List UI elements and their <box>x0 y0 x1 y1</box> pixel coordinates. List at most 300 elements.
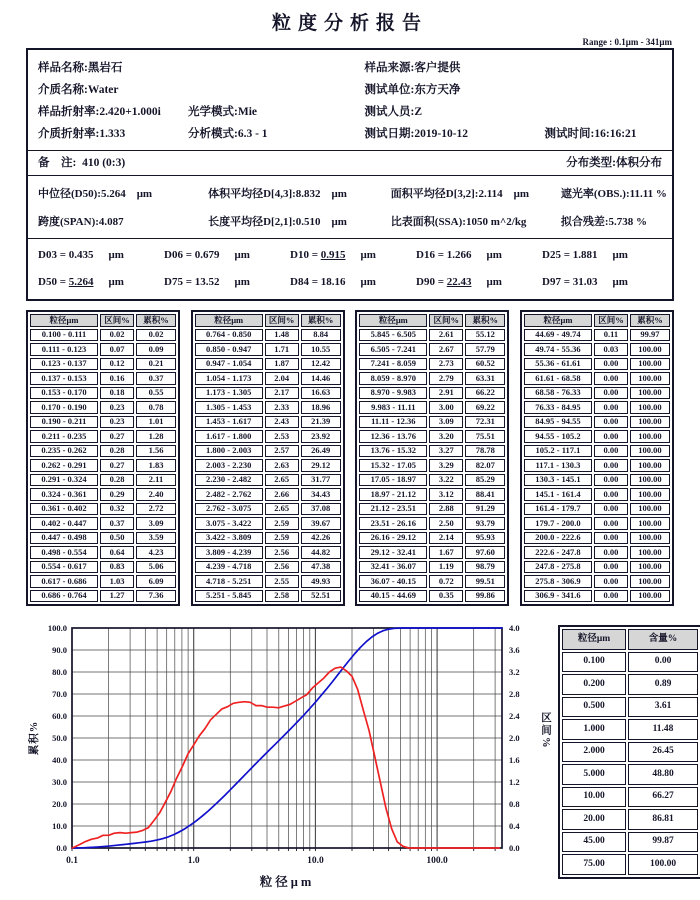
table-row <box>359 329 505 342</box>
dvalue-unit: μm <box>234 276 250 288</box>
dist-type-value: 体积分布 <box>616 157 662 169</box>
table-cell: 2.14 <box>429 532 463 545</box>
statistics-section <box>28 175 672 238</box>
medium-name-row <box>38 79 365 101</box>
stat-value: 2.114 <box>478 188 503 200</box>
table-row <box>195 474 341 487</box>
report-header-box <box>26 48 674 301</box>
stat-unit: μm <box>136 188 153 200</box>
table-cell: 57.79 <box>465 343 505 356</box>
table-cell: 0.28 <box>100 445 134 458</box>
table-cell: 0.324 - 0.361 <box>30 488 98 501</box>
table-cell: 14.46 <box>301 372 341 385</box>
table-cell: 36.07 - 40.15 <box>359 575 427 588</box>
column-header: 粒径μm <box>524 314 592 327</box>
table-cell: 0.07 <box>100 343 134 356</box>
table-cell: 100.00 <box>630 387 670 400</box>
stat-label: 拟合残差: <box>560 216 609 228</box>
table-cell: 2.482 - 2.762 <box>195 488 263 501</box>
table-row <box>359 488 505 501</box>
table-cell: 275.8 - 306.9 <box>524 575 592 588</box>
table-cell: 1.01 <box>136 416 176 429</box>
table-cell: 2.73 <box>429 358 463 371</box>
table-row <box>524 401 670 414</box>
table-row <box>524 561 670 574</box>
distribution-table <box>26 310 674 606</box>
left-axis-tick-label: 80.0 <box>52 667 67 677</box>
dvalue-unit: μm <box>360 276 376 288</box>
table-cell: 0.100 <box>562 652 626 673</box>
table-cell: 2.003 - 2.230 <box>195 459 263 472</box>
table-row <box>195 343 341 356</box>
dvalue-unit: μm <box>612 249 628 261</box>
test-org-value: 东方天净 <box>414 84 461 96</box>
medium-ri-row <box>38 123 365 145</box>
table-cell: 0.27 <box>100 459 134 472</box>
table-row <box>30 517 176 530</box>
table-cell: 0.35 <box>429 590 463 603</box>
table-row <box>195 561 341 574</box>
table-header-row <box>359 314 505 327</box>
table-header-row <box>195 314 341 327</box>
table-row <box>359 575 505 588</box>
table-cell: 32.41 - 36.07 <box>359 561 427 574</box>
table-row <box>562 742 698 763</box>
dvalue-label: D25 = <box>542 249 573 261</box>
stat-label: 中位径(D50): <box>38 188 101 200</box>
table-cell: 3.29 <box>429 459 463 472</box>
table-cell: 55.36 - 61.61 <box>524 358 592 371</box>
stat-label: 面积平均径D[3,2]: <box>390 188 479 200</box>
distribution-chart <box>26 620 538 900</box>
info-right-column <box>365 57 666 145</box>
table-cell: 1.305 - 1.453 <box>195 401 263 414</box>
dvalue-value: 18.16 <box>320 276 346 288</box>
optical-mode-field <box>188 106 257 118</box>
table-cell: 0.100 - 0.111 <box>30 329 98 342</box>
column-header: 区间% <box>265 314 299 327</box>
table-row <box>562 652 698 673</box>
stat-value: 8.832 <box>295 188 321 200</box>
table-row <box>524 329 670 342</box>
table-cell: 21.12 - 23.51 <box>359 503 427 516</box>
table-cell: 0.37 <box>100 517 134 530</box>
table-cell: 94.55 - 105.2 <box>524 430 592 443</box>
table-row <box>359 445 505 458</box>
table-cell: 0.00 <box>594 575 628 588</box>
column-header: 区间% <box>594 314 628 327</box>
table-cell: 99.97 <box>630 329 670 342</box>
table-cell: 0.262 - 0.291 <box>30 459 98 472</box>
table-cell: 4.718 - 5.251 <box>195 575 263 588</box>
table-cell: 2.65 <box>265 474 299 487</box>
optical-mode-label: 光学模式: <box>188 106 238 118</box>
table-row <box>359 358 505 371</box>
stat-label: 跨度(SPAN): <box>38 216 99 228</box>
test-person-value: Z <box>414 106 423 118</box>
table-cell: 86.81 <box>628 809 698 830</box>
table-cell: 13.76 - 15.32 <box>359 445 427 458</box>
table-cell: 63.31 <box>465 372 505 385</box>
table-row <box>30 561 176 574</box>
table-cell: 5.000 <box>562 764 626 785</box>
right-axis-tick-label: 2.8 <box>509 689 520 699</box>
dvalue-label: D06 = <box>164 249 195 261</box>
table-cell: 1.000 <box>562 719 626 740</box>
table-cell: 26.16 - 29.12 <box>359 532 427 545</box>
table-cell: 44.82 <box>301 546 341 559</box>
table-row <box>359 401 505 414</box>
table-cell: 0.29 <box>100 488 134 501</box>
table-row <box>524 517 670 530</box>
dvalue-value: 22.43 <box>446 276 472 288</box>
table-row <box>195 430 341 443</box>
dvalue-value: 1.881 <box>572 249 598 261</box>
table-cell: 0.554 - 0.617 <box>30 561 98 574</box>
table-row <box>195 358 341 371</box>
table-row <box>359 546 505 559</box>
table-cell: 4.239 - 4.718 <box>195 561 263 574</box>
table-cell: 100.00 <box>630 459 670 472</box>
dvalue-value: 1.266 <box>446 249 472 261</box>
table-row <box>562 832 698 853</box>
table-cell: 2.55 <box>265 575 299 588</box>
table-row <box>562 719 698 740</box>
table-header-row <box>562 629 698 650</box>
table-cell: 69.22 <box>465 401 505 414</box>
dvalue-unit: μm <box>108 276 124 288</box>
x-axis-title: 粒径μm <box>259 875 315 889</box>
test-org-row <box>365 79 666 101</box>
sample-name-label: 样品名称: <box>38 62 88 74</box>
remark-section <box>28 150 672 175</box>
table-row <box>195 329 341 342</box>
table-cell: 100.00 <box>630 532 670 545</box>
table-cell: 91.29 <box>465 503 505 516</box>
table-cell: 3.27 <box>429 445 463 458</box>
column-header: 粒径μm <box>195 314 263 327</box>
x-axis-tick-label: 10.0 <box>307 856 324 866</box>
table-row <box>524 503 670 516</box>
x-axis-tick-label: 100.0 <box>426 856 448 866</box>
dvalue-label: D84 = <box>290 276 321 288</box>
table-cell: 84.95 - 94.55 <box>524 416 592 429</box>
table-cell: 0.78 <box>136 401 176 414</box>
table-cell: 1.56 <box>136 445 176 458</box>
table-cell: 161.4 - 179.7 <box>524 503 592 516</box>
dvalue-value: 13.52 <box>194 276 220 288</box>
right-axis-tick-label: 2.4 <box>509 711 520 721</box>
distribution-table-group <box>355 310 509 606</box>
table-cell: 78.78 <box>465 445 505 458</box>
remark-label: 备 注: <box>38 157 77 169</box>
stat-value: 5.264 <box>100 188 126 200</box>
table-cell: 66.27 <box>628 787 698 808</box>
dvalue-unit: μm <box>612 276 628 288</box>
table-cell: 2.04 <box>265 372 299 385</box>
test-person-row <box>365 101 666 123</box>
table-row <box>359 430 505 443</box>
table-cell: 0.764 - 0.850 <box>195 329 263 342</box>
table-cell: 2.33 <box>265 401 299 414</box>
table-row <box>30 546 176 559</box>
table-cell: 1.19 <box>429 561 463 574</box>
table-row <box>30 343 176 356</box>
table-cell: 0.00 <box>594 401 628 414</box>
table-cell: 0.72 <box>429 575 463 588</box>
dvalue-d90 <box>416 276 542 288</box>
dvalue-unit: μm <box>486 249 502 261</box>
dvalue-d84 <box>290 276 416 288</box>
left-axis-tick-label: 0.0 <box>56 843 67 853</box>
dvalue-label: D10 = <box>290 249 321 261</box>
table-cell: 10.00 <box>562 787 626 808</box>
table-cell: 0.00 <box>594 445 628 458</box>
table-cell: 0.850 - 0.947 <box>195 343 263 356</box>
table-cell: 0.02 <box>100 329 134 342</box>
column-header: 区间% <box>429 314 463 327</box>
table-row <box>524 387 670 400</box>
column-header: 累积% <box>630 314 670 327</box>
table-cell: 37.08 <box>301 503 341 516</box>
table-cell: 2.762 - 3.075 <box>195 503 263 516</box>
sample-ri-value: 2.420+1.000i <box>99 106 161 118</box>
dvalue-label: D97 = <box>542 276 573 288</box>
table-cell: 45.00 <box>562 832 626 853</box>
stat-unit: μm <box>513 188 530 200</box>
table-row <box>195 416 341 429</box>
table-cell: 61.61 - 68.58 <box>524 372 592 385</box>
table-cell: 100.00 <box>630 546 670 559</box>
table-cell: 6.505 - 7.241 <box>359 343 427 356</box>
table-cell: 11.48 <box>628 719 698 740</box>
table-cell: 3.61 <box>628 697 698 718</box>
table-row <box>359 387 505 400</box>
table-cell: 0.111 - 0.123 <box>30 343 98 356</box>
dvalue-value: 0.679 <box>194 249 220 261</box>
table-cell: 12.42 <box>301 358 341 371</box>
column-header: 累积% <box>465 314 505 327</box>
table-cell: 0.00 <box>594 590 628 603</box>
left-axis-title: 累积% <box>29 720 40 756</box>
stat-label: 体积平均径D[4,3]: <box>208 188 296 200</box>
table-row <box>30 474 176 487</box>
sample-name-row <box>38 57 365 79</box>
table-cell: 117.1 - 130.3 <box>524 459 592 472</box>
table-cell: 0.00 <box>628 652 698 673</box>
table-cell: 0.498 - 0.554 <box>30 546 98 559</box>
right-axis-tick-label: 3.2 <box>509 667 520 677</box>
left-axis-tick-label: 20.0 <box>52 799 67 809</box>
analysis-mode-field <box>188 128 268 140</box>
table-cell: 0.00 <box>594 488 628 501</box>
table-cell: 306.9 - 341.6 <box>524 590 592 603</box>
dvalue-d06 <box>164 249 290 261</box>
table-cell: 48.80 <box>628 764 698 785</box>
table-row <box>524 372 670 385</box>
table-cell: 7.241 - 8.059 <box>359 358 427 371</box>
table-row <box>195 459 341 472</box>
sample-ri-row <box>38 101 365 123</box>
dvalue-unit: μm <box>360 249 376 261</box>
test-org-label: 测试单位: <box>364 84 415 96</box>
stat-value: 0.510 <box>295 216 321 228</box>
table-cell: 100.00 <box>630 343 670 356</box>
table-cell: 18.97 - 21.12 <box>359 488 427 501</box>
table-cell: 4.23 <box>136 546 176 559</box>
table-cell: 26.45 <box>628 742 698 763</box>
table-cell: 82.07 <box>465 459 505 472</box>
dvalue-label: D90 = <box>416 276 447 288</box>
table-cell: 0.89 <box>628 674 698 695</box>
table-cell: 42.26 <box>301 532 341 545</box>
table-row <box>359 503 505 516</box>
table-row <box>195 575 341 588</box>
table-cell: 0.21 <box>136 358 176 371</box>
table-cell: 0.27 <box>100 430 134 443</box>
sample-source-row <box>365 57 666 79</box>
table-cell: 3.59 <box>136 532 176 545</box>
table-cell: 76.33 - 84.95 <box>524 401 592 414</box>
table-cell: 0.00 <box>594 474 628 487</box>
table-cell: 0.11 <box>594 329 628 342</box>
left-axis-tick-label: 50.0 <box>52 733 67 743</box>
table-cell: 3.00 <box>429 401 463 414</box>
table-cell: 99.51 <box>465 575 505 588</box>
table-cell: 0.18 <box>100 387 134 400</box>
table-cell: 0.50 <box>100 532 134 545</box>
table-cell: 15.32 - 17.05 <box>359 459 427 472</box>
table-cell: 3.22 <box>429 474 463 487</box>
table-cell: 72.31 <box>465 416 505 429</box>
sample-ri-field <box>38 101 188 123</box>
dvalue-value: 0.435 <box>68 249 94 261</box>
table-cell: 0.200 <box>562 674 626 695</box>
table-cell: 31.77 <box>301 474 341 487</box>
table-cell: 1.173 - 1.305 <box>195 387 263 400</box>
table-cell: 100.00 <box>630 445 670 458</box>
table-cell: 1.67 <box>429 546 463 559</box>
medium-ri-value: 1.333 <box>99 128 126 140</box>
d-values-section <box>28 238 672 299</box>
right-axis-tick-label: 0.4 <box>509 821 520 831</box>
table-row <box>30 575 176 588</box>
table-cell: 0.211 - 0.235 <box>30 430 98 443</box>
table-row <box>359 532 505 545</box>
table-cell: 0.09 <box>136 343 176 356</box>
table-cell: 68.58 - 76.33 <box>524 387 592 400</box>
table-cell: 2.65 <box>265 503 299 516</box>
dvalue-unit: μm <box>234 249 250 261</box>
table-cell: 75.51 <box>465 430 505 443</box>
stat-d43 <box>208 185 391 201</box>
table-cell: 2.61 <box>429 329 463 342</box>
table-row <box>359 590 505 603</box>
table-row <box>524 459 670 472</box>
table-cell: 100.00 <box>630 488 670 501</box>
table-cell: 0.55 <box>136 387 176 400</box>
table-cell: 2.11 <box>136 474 176 487</box>
table-cell: 99.87 <box>628 832 698 853</box>
right-axis-tick-label: 0.0 <box>509 843 520 853</box>
table-cell: 21.39 <box>301 416 341 429</box>
table-cell: 1.054 - 1.173 <box>195 372 263 385</box>
table-cell: 100.00 <box>628 854 698 875</box>
table-cell: 2.56 <box>265 546 299 559</box>
table-cell: 26.49 <box>301 445 341 458</box>
dvalue-value: 31.03 <box>572 276 598 288</box>
table-cell: 0.83 <box>100 561 134 574</box>
table-cell: 3.09 <box>136 517 176 530</box>
test-time-field <box>545 128 637 140</box>
table-cell: 23.51 - 26.16 <box>359 517 427 530</box>
table-row <box>195 401 341 414</box>
table-cell: 2.40 <box>136 488 176 501</box>
sample-info-section <box>28 50 672 150</box>
dvalue-d16 <box>416 249 542 261</box>
table-cell: 100.00 <box>630 561 670 574</box>
table-cell: 17.05 - 18.97 <box>359 474 427 487</box>
right-axis-title: 区间% <box>540 712 551 750</box>
table-row <box>359 416 505 429</box>
table-row <box>524 575 670 588</box>
table-cell: 2.17 <box>265 387 299 400</box>
table-cell: 1.83 <box>136 459 176 472</box>
stat-label: 长度平均径D[2,1]: <box>208 216 296 228</box>
dist-type-label: 分布类型: <box>566 157 616 169</box>
table-cell: 0.02 <box>136 329 176 342</box>
stat-obs <box>561 185 668 201</box>
table-cell: 12.36 - 13.76 <box>359 430 427 443</box>
table-cell: 0.190 - 0.211 <box>30 416 98 429</box>
stat-label: 比表面积(SSA): <box>390 216 466 228</box>
table-cell: 5.251 - 5.845 <box>195 590 263 603</box>
table-row <box>195 503 341 516</box>
table-cell: 1.27 <box>100 590 134 603</box>
content-table <box>558 625 700 879</box>
table-cell: 0.23 <box>100 401 134 414</box>
stat-value: 11.11 % <box>629 188 667 200</box>
table-cell: 75.00 <box>562 854 626 875</box>
table-cell: 1.87 <box>265 358 299 371</box>
table-cell: 7.36 <box>136 590 176 603</box>
table-row <box>30 329 176 342</box>
left-axis-tick-label: 70.0 <box>52 689 67 699</box>
table-cell: 0.00 <box>594 358 628 371</box>
table-header-row <box>524 314 670 327</box>
column-header: 粒径μm <box>30 314 98 327</box>
stat-value: 5.738 % <box>608 216 648 228</box>
table-cell: 23.92 <box>301 430 341 443</box>
table-cell: 100.00 <box>630 474 670 487</box>
dvalue-value: 5.264 <box>68 276 94 288</box>
table-cell: 2.43 <box>265 416 299 429</box>
table-row <box>562 787 698 808</box>
left-axis-tick-label: 10.0 <box>52 821 67 831</box>
table-row <box>359 561 505 574</box>
table-cell: 2.72 <box>136 503 176 516</box>
table-cell: 88.41 <box>465 488 505 501</box>
table-row <box>30 401 176 414</box>
analysis-mode-value: 6.3 - 1 <box>237 128 268 140</box>
table-cell: 100.00 <box>630 503 670 516</box>
dvalue-label: D03 = <box>38 249 69 261</box>
table-cell: 2.67 <box>429 343 463 356</box>
dvalue-value: 0.915 <box>320 249 346 261</box>
table-row <box>30 445 176 458</box>
table-row <box>195 445 341 458</box>
table-cell: 0.947 - 1.054 <box>195 358 263 371</box>
